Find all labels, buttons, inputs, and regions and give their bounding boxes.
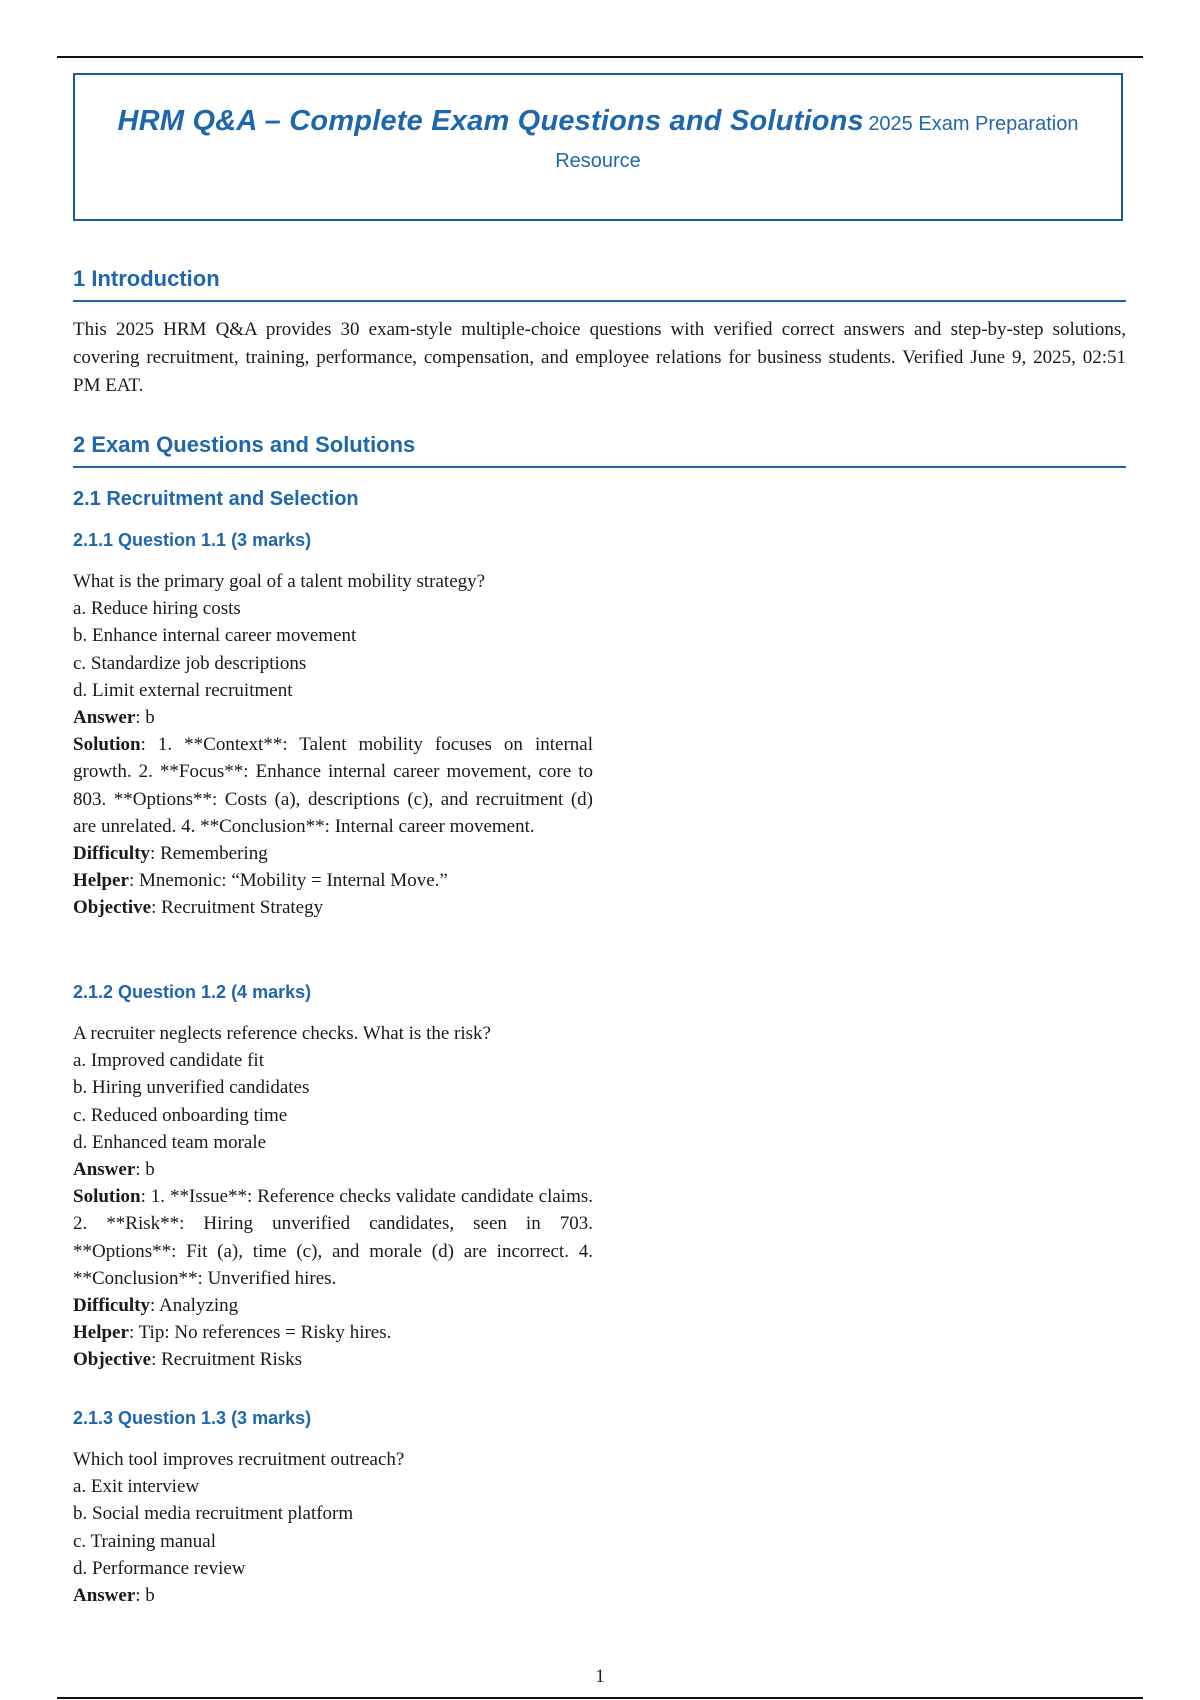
question-block [73, 1020, 593, 1374]
solution-label: Solution [73, 734, 141, 756]
answer-label: Answer [73, 1585, 136, 1607]
top-rule [57, 56, 1143, 58]
intro-paragraph: This 2025 HRM Q&A provides 30 exam-style multiple-choice questions with verified correct answers and step-by-step solutions, covering recruitment, training, performance, compensation, and employee relations for business students. Verified June 9, 2025, 02:51 PM EAT. [73, 319, 1126, 396]
title-box [73, 73, 1123, 221]
objective-label: Objective [73, 1349, 152, 1371]
solution-line [73, 1183, 593, 1292]
solution-line [73, 731, 593, 840]
option-b: b. Hiring unverified candidates [73, 1077, 310, 1099]
question-heading: 2.1.1 Question 1.1 (3 marks) [73, 530, 312, 550]
answer-line [73, 704, 593, 731]
question-block [73, 1446, 593, 1609]
answer-value: : b [135, 707, 155, 729]
subsection-heading-recruitment: 2.1 Recruitment and Selection [73, 488, 359, 510]
page-number: 1 [595, 1666, 605, 1687]
option-c: c. Standardize job descriptions [73, 652, 307, 674]
difficulty-value: : Analyzing [150, 1295, 239, 1317]
document-subtitle-part1: 2025 Exam Preparation [868, 113, 1079, 135]
option-c: c. Training manual [73, 1530, 217, 1552]
objective-label: Objective [73, 897, 152, 919]
answer-label: Answer [73, 1159, 136, 1181]
option-d: d. Performance review [73, 1557, 246, 1579]
answer-line [73, 1582, 593, 1609]
section-heading-exam-questions: 2 Exam Questions and Solutions [73, 432, 1126, 468]
answer-label: Answer [73, 707, 136, 729]
option-b: b. Enhance internal career movement [73, 625, 357, 647]
answer-line [73, 1156, 593, 1183]
question-block [73, 568, 593, 922]
difficulty-label: Difficulty [73, 843, 151, 865]
difficulty-label: Difficulty [73, 1295, 151, 1317]
option-d: d. Limit external recruitment [73, 679, 293, 701]
option-b: b. Social media recruitment platform [73, 1503, 354, 1525]
document-subtitle-part2: Resource [555, 150, 641, 172]
solution-label: Solution [73, 1186, 141, 1208]
difficulty-line [73, 1292, 593, 1319]
solution-text: : 1. **Context**: Talent mobility focuses on internal growth. 2. **Focus**: Enhance internal career movement, core to 803. **Options**: Costs (a), descriptions (c), and recruitment (d) are unrelated. 4. **Conclusion**: Internal career movement. [73, 734, 593, 837]
section-heading-introduction: 1 Introduction [73, 266, 1126, 302]
helper-label: Helper [73, 870, 129, 892]
question-heading: 2.1.3 Question 1.3 (3 marks) [73, 1408, 312, 1428]
helper-value: : Tip: No references = Risky hires. [128, 1322, 392, 1344]
document-title: HRM Q&A – Complete Exam Questions and Solutions [117, 105, 864, 137]
option-a: a. Improved candidate fit [73, 1050, 264, 1072]
bottom-rule [57, 1697, 1143, 1699]
objective-line [73, 1346, 593, 1373]
helper-label: Helper [73, 1322, 129, 1344]
option-c: c. Reduced onboarding time [73, 1104, 288, 1126]
question-heading: 2.1.2 Question 1.2 (4 marks) [73, 982, 312, 1002]
answer-value: : b [135, 1159, 155, 1181]
objective-value: : Recruitment Strategy [151, 897, 324, 919]
difficulty-value: : Remembering [150, 843, 268, 865]
question-prompt: Which tool improves recruitment outreach? [73, 1449, 405, 1470]
solution-text: : 1. **Issue**: Reference checks validate candidate claims. 2. **Risk**: Hiring unverified candidates, seen in 703. **Options**: Fit (a), time (c), and morale (d) are incorrect. 4. **Conclusion**: Unverified hires. [73, 1186, 593, 1289]
objective-line [73, 894, 593, 921]
option-a: a. Exit interview [73, 1476, 200, 1498]
option-d: d. Enhanced team morale [73, 1131, 267, 1153]
helper-line [73, 867, 593, 894]
answer-value: : b [135, 1585, 155, 1607]
question-prompt: A recruiter neglects reference checks. What is the risk? [73, 1023, 491, 1044]
objective-value: : Recruitment Risks [151, 1349, 303, 1371]
helper-value: : Mnemonic: “Mobility = Internal Move.” [128, 870, 448, 892]
difficulty-line [73, 840, 593, 867]
question-prompt: What is the primary goal of a talent mobility strategy? [73, 571, 486, 592]
option-a: a. Reduce hiring costs [73, 598, 241, 620]
helper-line [73, 1319, 593, 1346]
